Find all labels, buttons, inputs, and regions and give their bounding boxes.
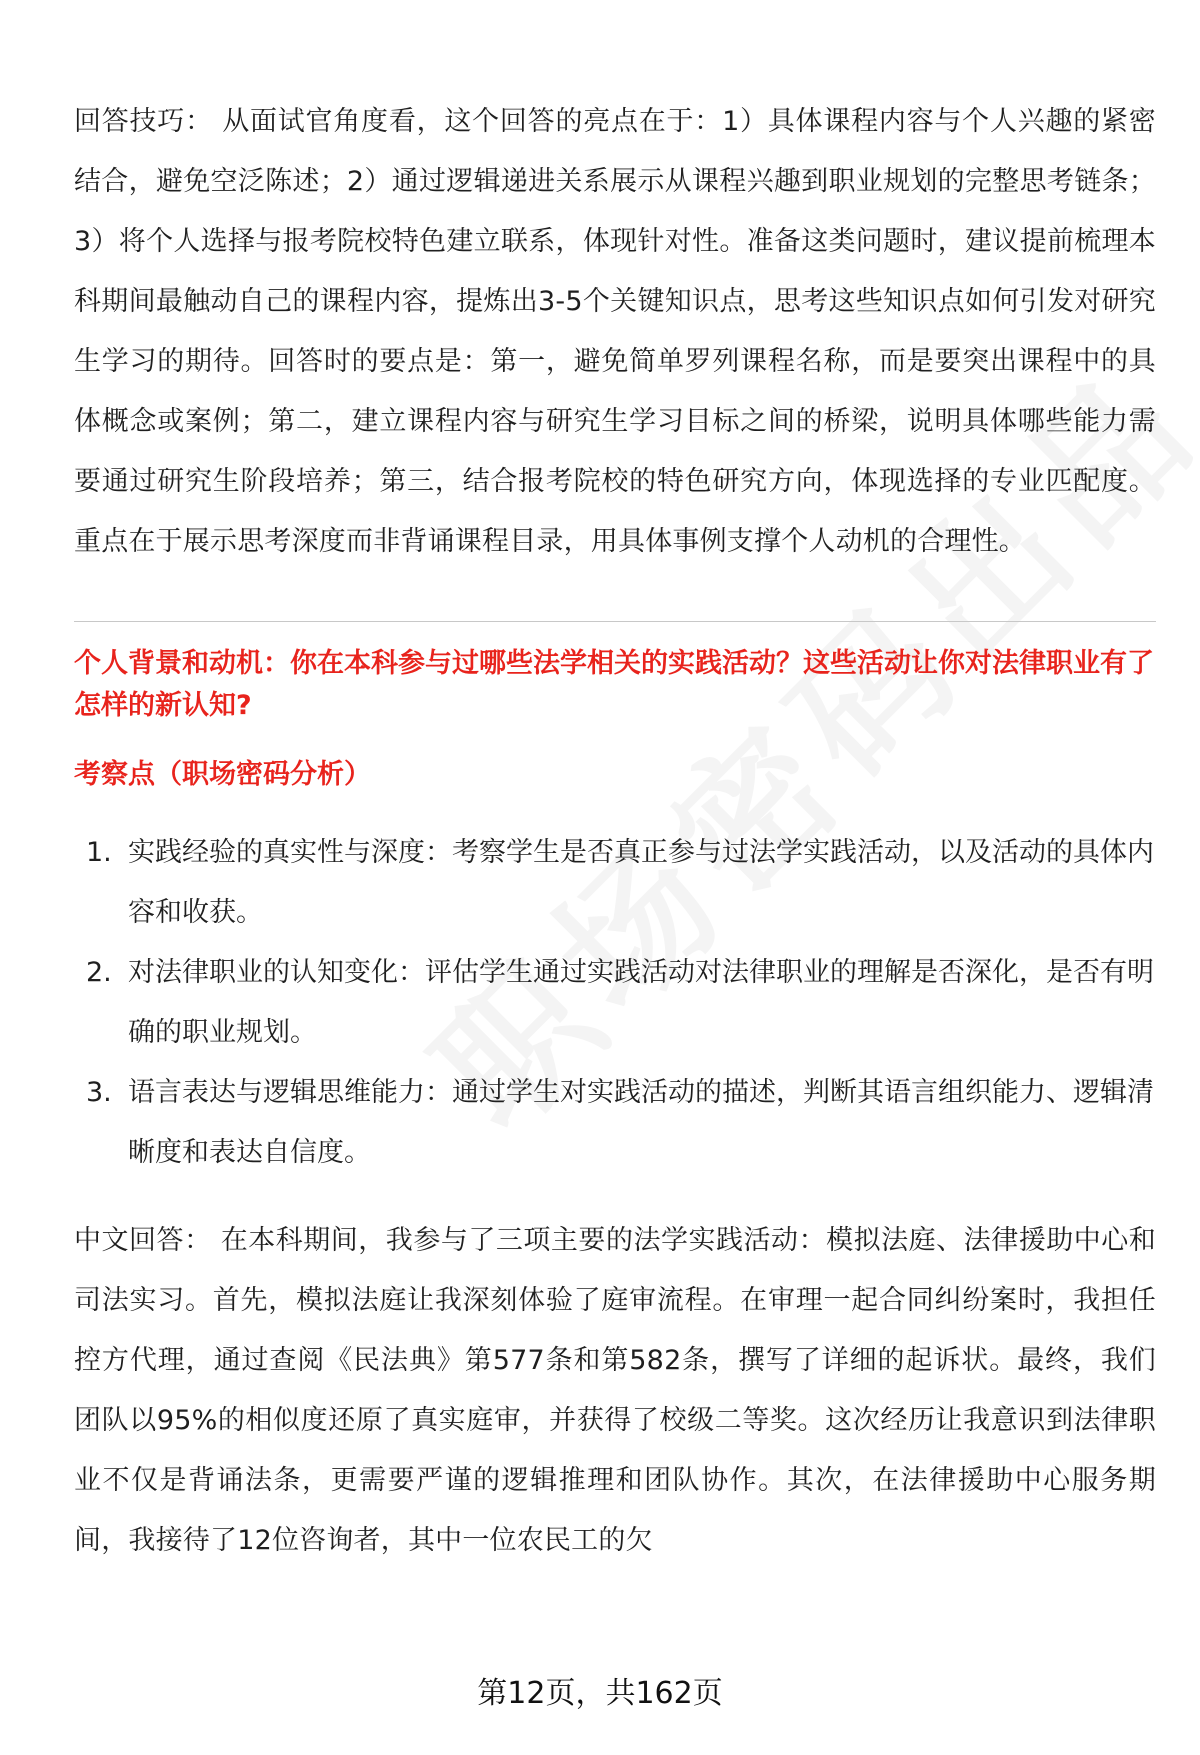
answer-paragraph: 中文回答： 在本科期间，我参与了三项主要的法学实践活动：模拟法庭、法律援助中心和司法实习。首先，模拟法庭让我深刻体验了庭审流程。在审理一起合同纠纷案时，我担任控方代理，通过查阅《民法典》第577条和第582条，撰写了详细的起诉状。最终，我们团队以95%的相似度还原了真实庭审，并获得了校级二等奖。这次经历让我意识到法律职业不仅是背诵法条，更需要严谨的逻辑推理和团队协作。其次，在法律援助中心服务期间，我接待了12位咨询者，其中一位农民工的欠 — [74, 1225, 1156, 1556]
list-item-text: 对法律职业的认知变化：评估学生通过实践活动对法律职业的理解是否深化，是否有明确的职业规划。 — [128, 957, 1154, 1048]
page-number-footer: 第12页，共162页 — [477, 1676, 723, 1711]
document-page — [74, 92, 1156, 1571]
list-item — [74, 943, 1156, 1063]
list-item — [74, 1063, 1156, 1183]
assessment-subheading: 考察点（职场密码分析） — [74, 759, 371, 790]
list-number: 2. — [86, 957, 112, 988]
intro-paragraph: 回答技巧： 从面试官角度看，这个回答的亮点在于：1）具体课程内容与个人兴趣的紧密结合，避免空泛陈述；2）通过逻辑递进关系展示从课程兴趣到职业规划的完整思考链条；3）将个人选择与报考院校特色建立联系，体现针对性。准备这类问题时，建议提前梳理本科期间最触动自己的课程内容，提炼出3-5个关键知识点，思考这些知识点如何引发对研究生学习的期待。回答时的要点是：第一，避免简单罗列课程名称，而是要突出课程中的具体概念或案例；第二，建立课程内容与研究生学习目标之间的桥梁，说明具体哪些能力需要通过研究生阶段培养；第三，结合报考院校的特色研究方向，体现选择的专业匹配度。重点在于展示思考深度而非背诵课程目录，用具体事例支撑个人动机的合理性。 — [74, 106, 1156, 557]
list-item-text: 实践经验的真实性与深度：考察学生是否真正参与过法学实践活动，以及活动的具体内容和收获。 — [128, 837, 1154, 928]
list-item — [74, 823, 1156, 943]
list-number: 3. — [86, 1077, 112, 1108]
list-item-text: 语言表达与逻辑思维能力：通过学生对实践活动的描述，判断其语言组织能力、逻辑清晰度和表达自信度。 — [128, 1077, 1154, 1168]
question-heading: 个人背景和动机：你在本科参与过哪些法学相关的实践活动？这些活动让你对法律职业有了怎样的新认知? — [74, 648, 1154, 721]
section-divider — [74, 621, 1156, 622]
list-number: 1. — [86, 837, 112, 868]
assessment-points-list — [74, 823, 1156, 1183]
